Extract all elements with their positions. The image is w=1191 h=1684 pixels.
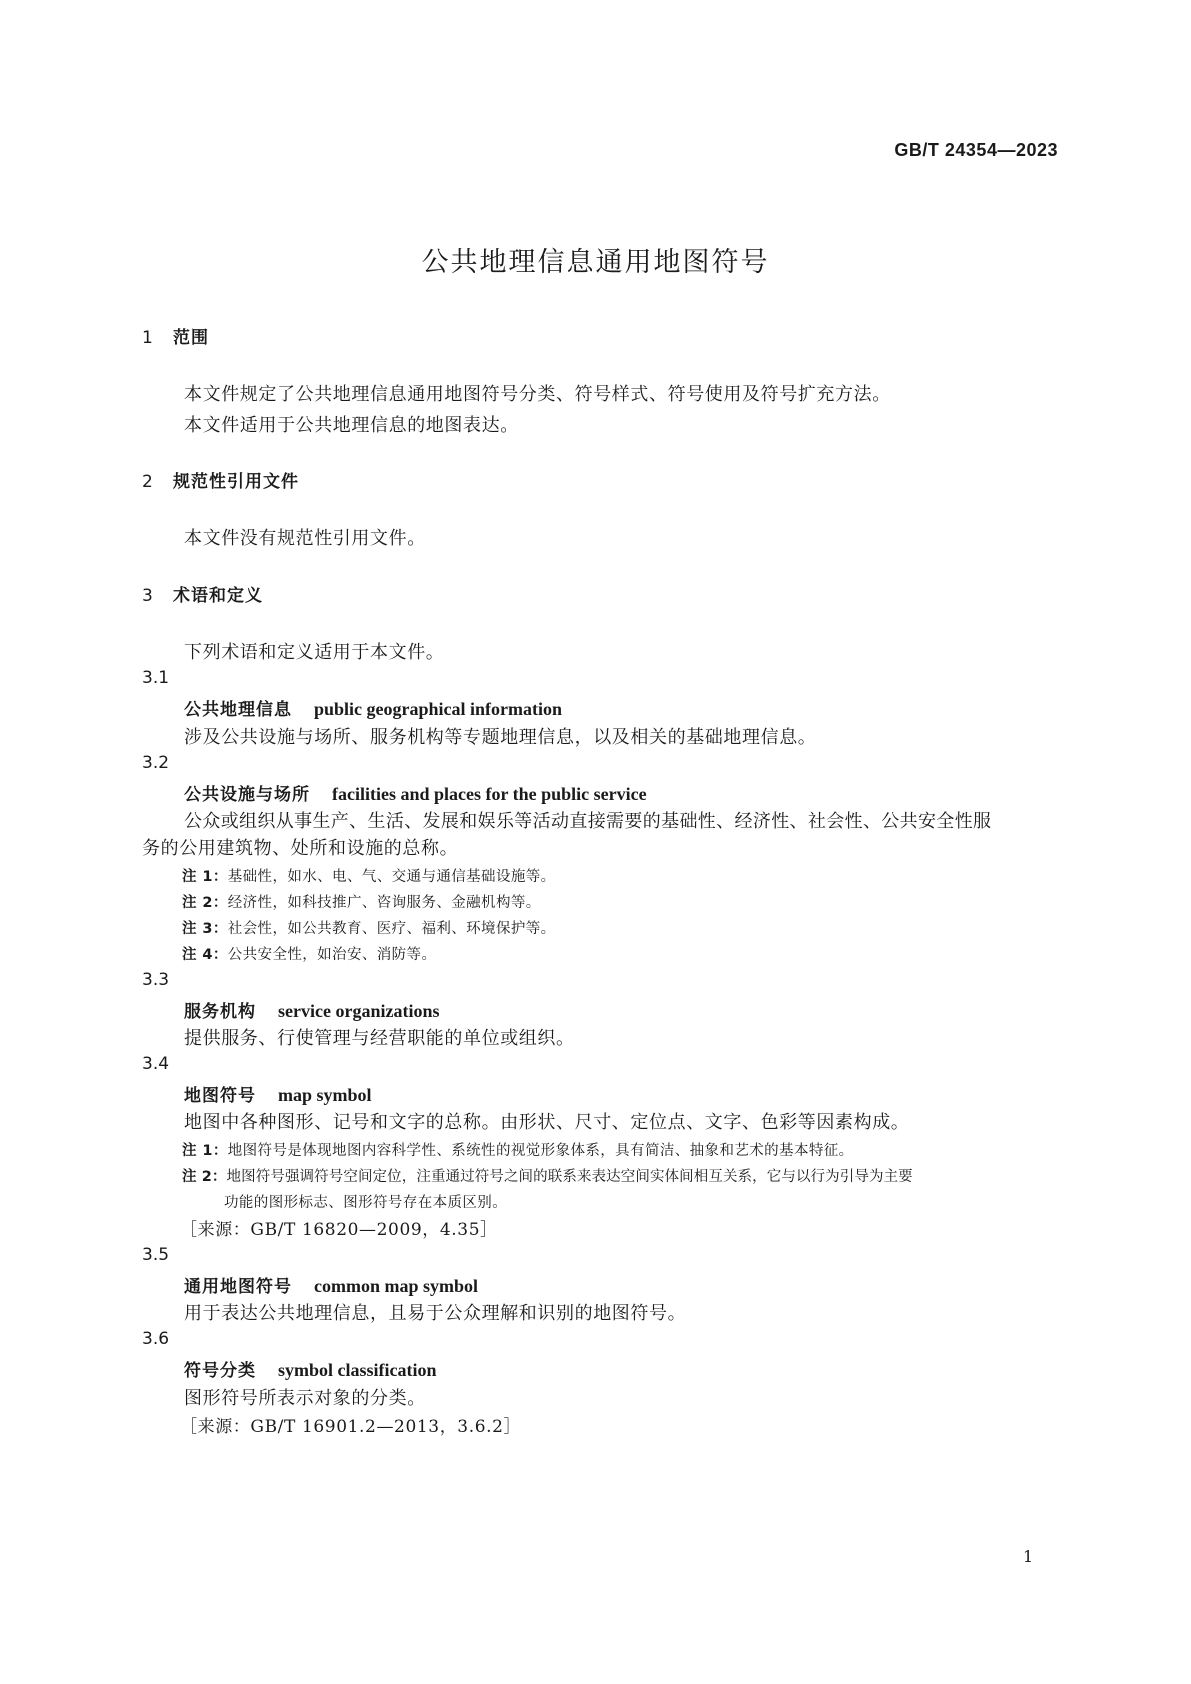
note-label: 注 3： (182, 921, 228, 937)
term-heading (184, 1272, 478, 1297)
section-title: 范围 (173, 328, 209, 348)
section-3-heading (142, 581, 263, 606)
clause-number: 3.6 (142, 1329, 170, 1349)
section-number: 3 (142, 586, 154, 606)
term-definition: 公众或组织从事生产、生活、发展和娱乐等活动直接需要的基础性、经济性、社会性、公共安全性服 (184, 811, 992, 832)
term-definition: 地图中各种图形、记号和文字的总称。由形状、尺寸、定位点、文字、色彩等因素构成。 (184, 1112, 910, 1133)
note (182, 917, 556, 938)
source-citation: ［来源：GB/T 16901.2—2013，3.6.2］ (180, 1417, 522, 1437)
document-title: 公共地理信息通用地图符号 (421, 247, 770, 278)
term-heading (184, 780, 647, 805)
note-label: 注 4： (182, 947, 228, 963)
paragraph: 本文件适用于公共地理信息的地图表达。 (184, 415, 519, 436)
section-title: 规范性引用文件 (173, 472, 299, 492)
paragraph: 下列术语和定义适用于本文件。 (184, 642, 445, 663)
note (182, 891, 541, 912)
note-label: 注 2： (182, 895, 228, 911)
clause-number: 3.2 (142, 753, 170, 773)
term-en: map symbol (278, 1085, 372, 1105)
note (182, 1165, 913, 1186)
paragraph: 本文件没有规范性引用文件。 (184, 528, 426, 549)
note-label: 注 2： (182, 1169, 227, 1185)
term-en: service organizations (278, 1001, 440, 1021)
note-text: 地图符号强调符号空间定位，注重通过符号之间的联系来表达空间实体间相互关系，它与以行为引导为主要 (226, 1169, 913, 1185)
section-number: 2 (142, 472, 154, 492)
note-label: 注 1： (182, 1143, 228, 1159)
term-definition: 提供服务、行使管理与经营职能的单位或组织。 (184, 1028, 575, 1049)
term-en: public geographical information (314, 699, 563, 719)
term-en: facilities and places for the public service (332, 784, 647, 804)
term-definition: 涉及公共设施与场所、服务机构等专题地理信息，以及相关的基础地理信息。 (184, 727, 817, 748)
term-zh: 服务机构 (184, 1002, 256, 1022)
section-title: 术语和定义 (173, 586, 263, 606)
note-text: 社会性，如公共教育、医疗、福利、环境保护等。 (227, 921, 556, 937)
note-text: 经济性，如科技推广、咨询服务、金融机构等。 (227, 895, 541, 911)
term-zh: 公共设施与场所 (184, 785, 310, 805)
clause-number: 3.5 (142, 1245, 170, 1265)
term-zh: 公共地理信息 (184, 700, 292, 720)
clause-number: 3.1 (142, 668, 170, 688)
source-citation: ［来源：GB/T 16820—2009，4.35］ (180, 1220, 498, 1240)
note (182, 1139, 854, 1160)
note-text: 地图符号是体现地图内容科学性、系统性的视觉形象体系，具有简洁、抽象和艺术的基本特征。 (227, 1143, 854, 1159)
term-heading (184, 997, 439, 1022)
term-zh: 地图符号 (184, 1086, 256, 1106)
term-heading (184, 695, 562, 720)
note-text-cont: 功能的图形标志、图形符号存在本质区别。 (224, 1195, 508, 1211)
term-heading (184, 1081, 372, 1106)
section-1-heading (142, 323, 209, 348)
section-number: 1 (142, 328, 154, 348)
note-text: 基础性，如水、电、气、交通与通信基础设施等。 (227, 869, 556, 885)
term-definition: 用于表达公共地理信息，且易于公众理解和识别的地图符号。 (184, 1303, 687, 1324)
clause-number: 3.4 (142, 1054, 170, 1074)
note (182, 943, 436, 964)
clause-number: 3.3 (142, 970, 170, 990)
term-zh: 通用地图符号 (184, 1277, 292, 1297)
paragraph: 本文件规定了公共地理信息通用地图符号分类、符号样式、符号使用及符号扩充方法。 (184, 384, 891, 405)
section-2-heading (142, 467, 299, 492)
term-definition: 图形符号所表示对象的分类。 (184, 1388, 426, 1409)
term-definition-cont: 务的公用建筑物、处所和设施的总称。 (142, 838, 459, 859)
note (182, 865, 556, 886)
note-label: 注 1： (182, 869, 228, 885)
document-number: GB/T 24354—2023 (894, 140, 1058, 160)
term-heading (184, 1356, 437, 1381)
term-zh: 符号分类 (184, 1361, 256, 1381)
note-text: 公共安全性，如治安、消防等。 (227, 947, 437, 963)
term-en: common map symbol (314, 1276, 479, 1296)
page-number: 1 (1023, 1547, 1034, 1566)
term-en: symbol classification (278, 1360, 437, 1380)
